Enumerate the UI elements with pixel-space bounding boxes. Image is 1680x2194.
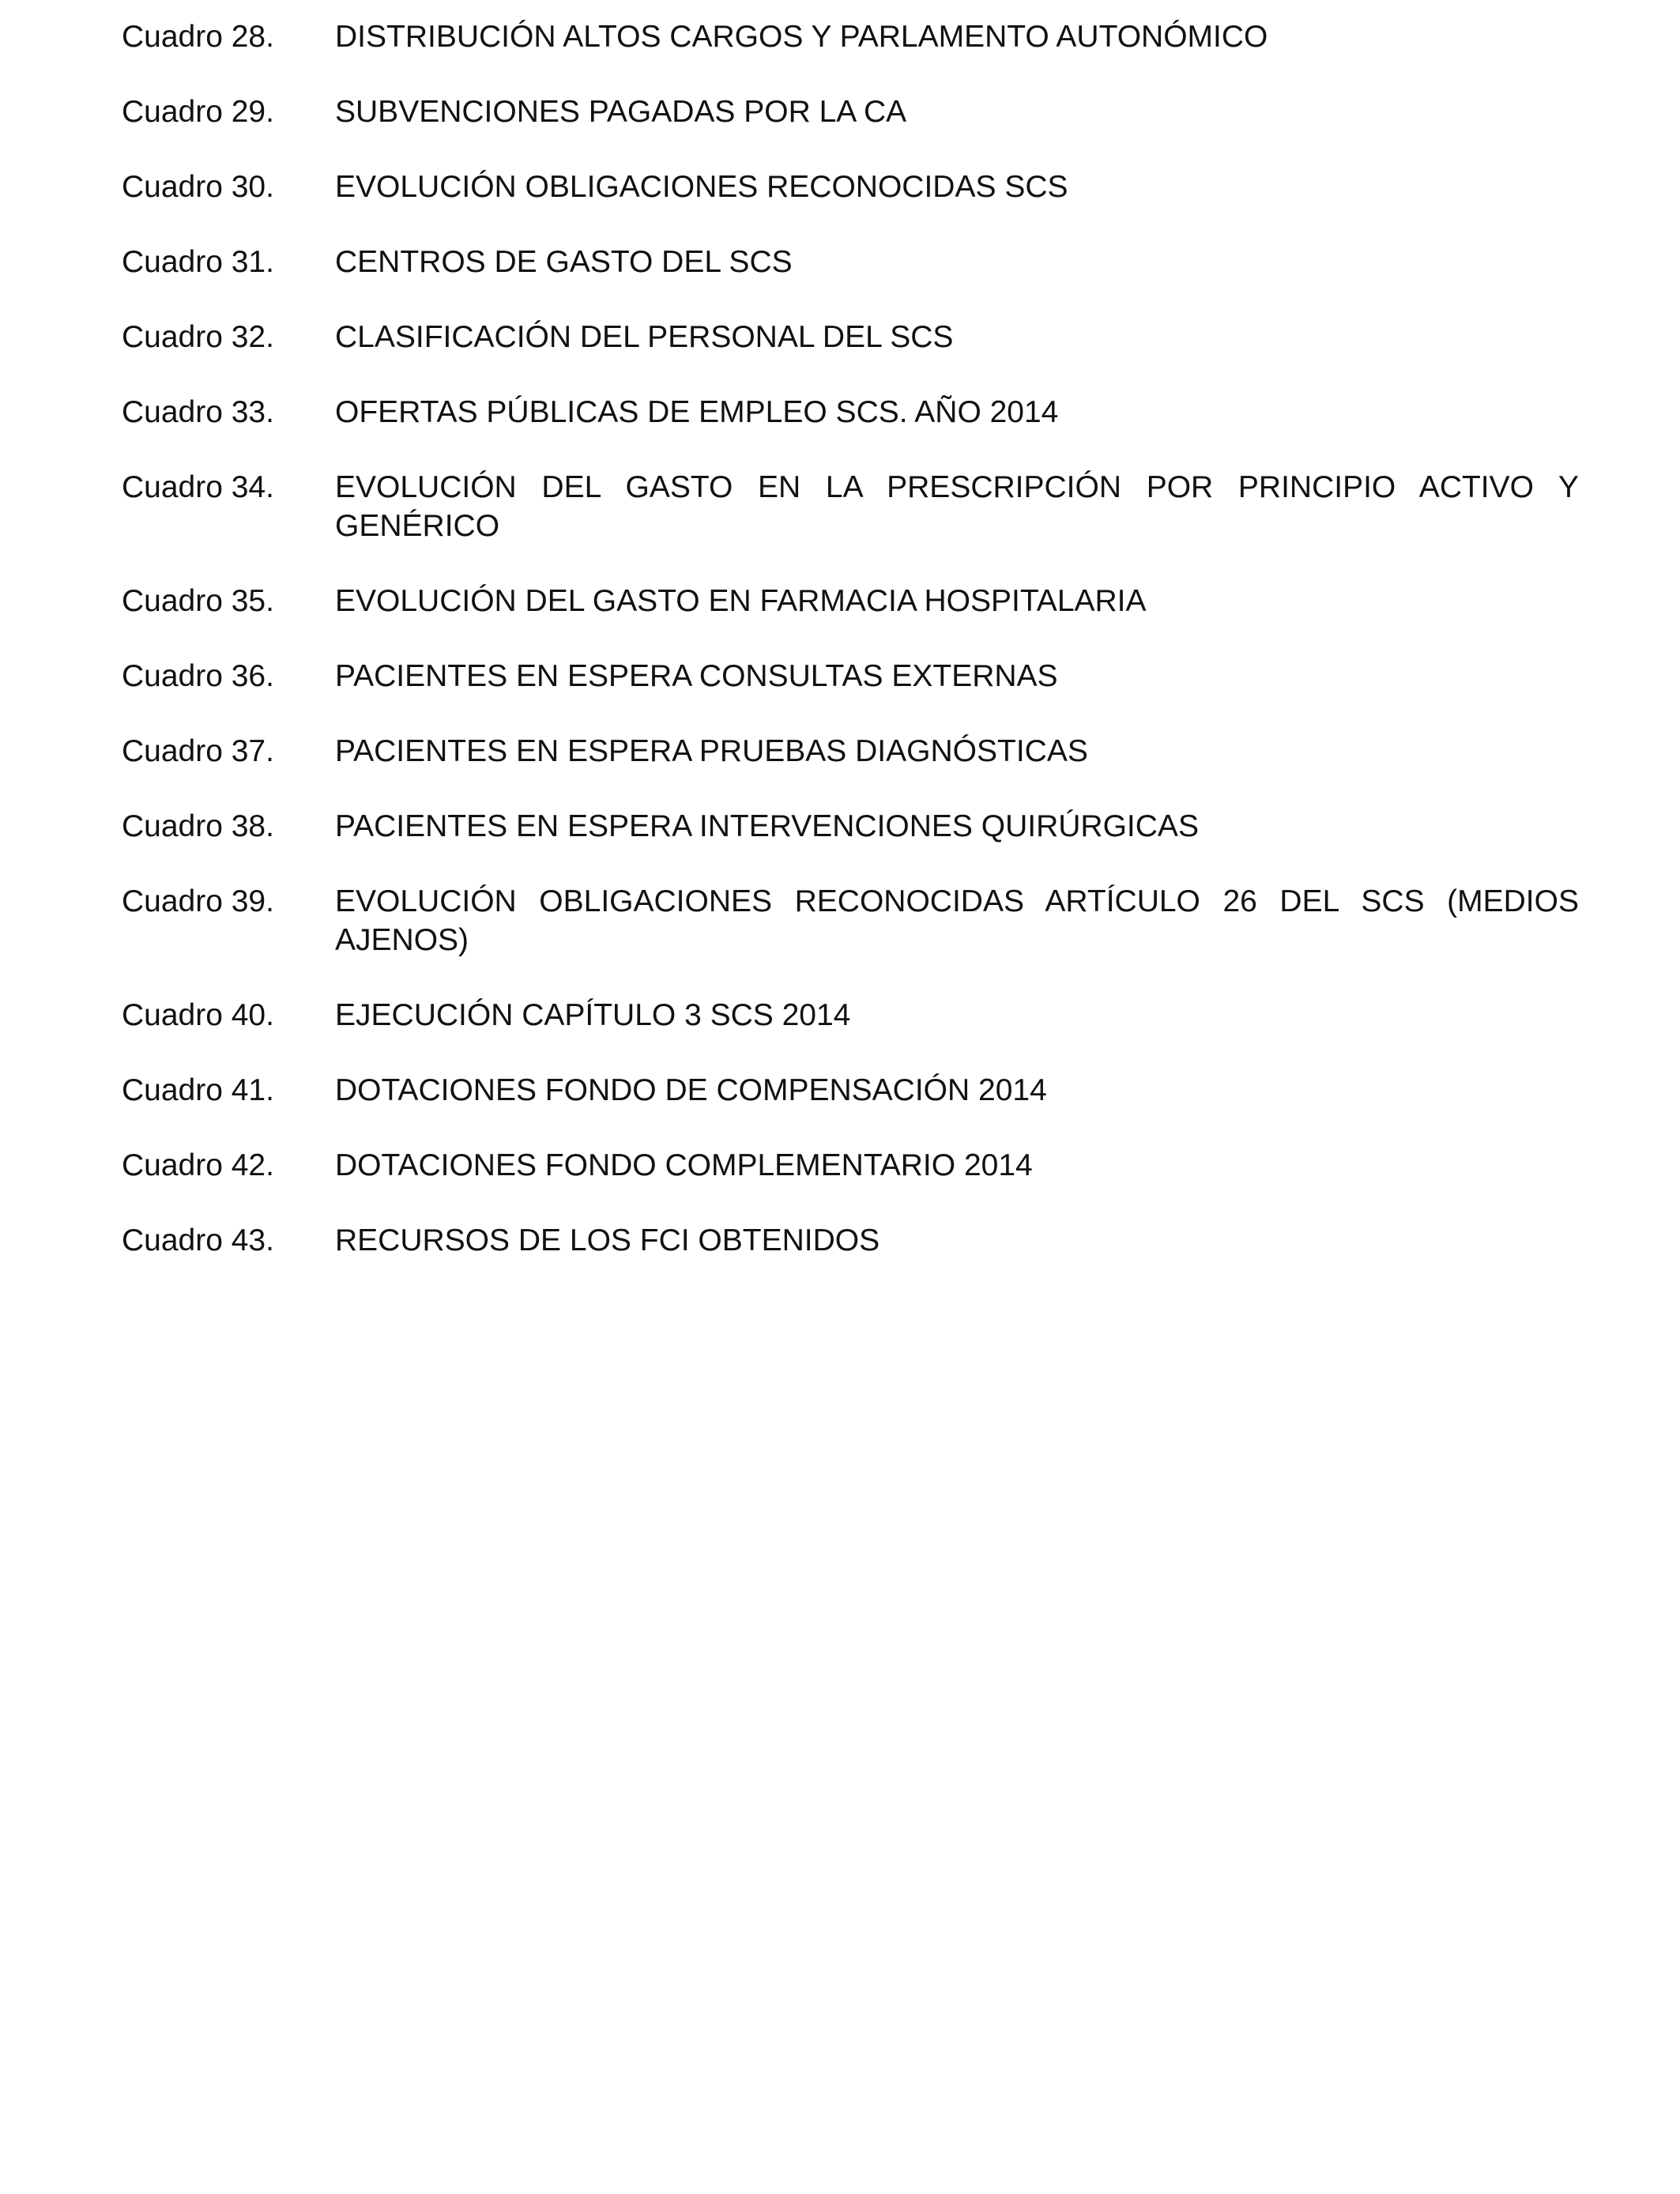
list-item xyxy=(122,996,1579,1035)
entry-title: DOTACIONES FONDO COMPLEMENTARIO 2014 xyxy=(335,1148,1033,1182)
entry-label: Cuadro 35. xyxy=(122,584,274,618)
list-item xyxy=(122,393,1579,432)
entry-title: EVOLUCIÓN OBLIGACIONES RECONOCIDAS ARTÍCULO 26 DEL SCS (MEDIOS AJENOS) xyxy=(335,884,1579,957)
entry-label: Cuadro 42. xyxy=(122,1148,274,1182)
entry-title: EJECUCIÓN CAPÍTULO 3 SCS 2014 xyxy=(335,998,851,1032)
list-item xyxy=(122,92,1579,131)
entry-title: SUBVENCIONES PAGADAS POR LA CA xyxy=(335,95,907,129)
entry-label: Cuadro 37. xyxy=(122,734,274,768)
entry-title: CLASIFICACIÓN DEL PERSONAL DEL SCS xyxy=(335,320,954,354)
list-item xyxy=(122,657,1579,696)
entry-title: PACIENTES EN ESPERA CONSULTAS EXTERNAS xyxy=(335,659,1058,693)
entry-label: Cuadro 43. xyxy=(122,1223,274,1257)
entry-label: Cuadro 32. xyxy=(122,320,274,354)
entry-title: DOTACIONES FONDO DE COMPENSACIÓN 2014 xyxy=(335,1073,1047,1107)
entry-title: PACIENTES EN ESPERA PRUEBAS DIAGNÓSTICAS xyxy=(335,734,1088,768)
list-item xyxy=(122,168,1579,206)
entry-title: PACIENTES EN ESPERA INTERVENCIONES QUIRÚRGICAS xyxy=(335,809,1199,843)
entry-label: Cuadro 38. xyxy=(122,809,274,843)
list-item xyxy=(122,17,1579,56)
list-item xyxy=(122,1221,1579,1260)
list-item xyxy=(122,318,1579,356)
entry-label: Cuadro 34. xyxy=(122,470,274,504)
list-item xyxy=(122,243,1579,281)
entry-title: OFERTAS PÚBLICAS DE EMPLEO SCS. AÑO 2014 xyxy=(335,395,1059,429)
entry-label: Cuadro 36. xyxy=(122,659,274,693)
entry-label: Cuadro 31. xyxy=(122,245,274,279)
entry-label: Cuadro 28. xyxy=(122,20,274,54)
entry-title: EVOLUCIÓN OBLIGACIONES RECONOCIDAS SCS xyxy=(335,170,1068,204)
entry-title: DISTRIBUCIÓN ALTOS CARGOS Y PARLAMENTO AUTONÓMICO xyxy=(335,20,1268,54)
entry-label: Cuadro 29. xyxy=(122,95,274,129)
list-item xyxy=(122,468,1579,545)
entry-label: Cuadro 40. xyxy=(122,998,274,1032)
entry-title: RECURSOS DE LOS FCI OBTENIDOS xyxy=(335,1223,880,1257)
entry-title: EVOLUCIÓN DEL GASTO EN LA PRESCRIPCIÓN POR PRINCIPIO ACTIVO Y GENÉRICO xyxy=(335,470,1579,543)
list-item xyxy=(122,807,1579,846)
entry-label: Cuadro 39. xyxy=(122,884,274,918)
list-item xyxy=(122,1146,1579,1185)
entry-label: Cuadro 41. xyxy=(122,1073,274,1107)
list-item xyxy=(122,732,1579,771)
entry-label: Cuadro 30. xyxy=(122,170,274,204)
entry-label: Cuadro 33. xyxy=(122,395,274,429)
list-item xyxy=(122,1071,1579,1110)
entry-title: CENTROS DE GASTO DEL SCS xyxy=(335,245,793,279)
table-of-tables-list xyxy=(122,17,1579,1296)
entry-title: EVOLUCIÓN DEL GASTO EN FARMACIA HOSPITALARIA xyxy=(335,584,1147,618)
list-item xyxy=(122,882,1579,959)
list-item xyxy=(122,582,1579,620)
